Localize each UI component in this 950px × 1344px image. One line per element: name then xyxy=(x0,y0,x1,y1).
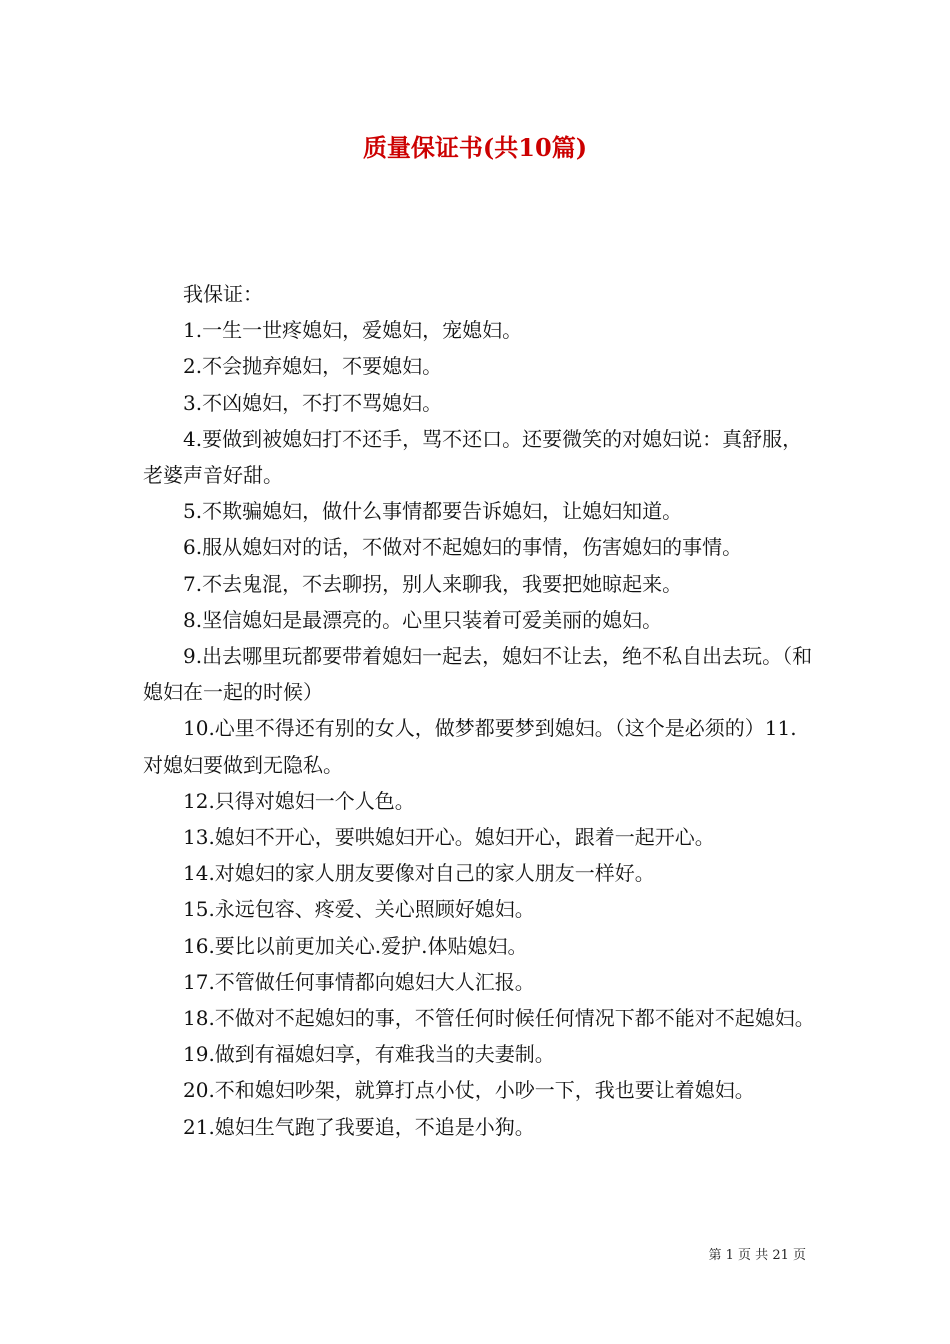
paragraph: 17.不管做任何事情都向媳妇大人汇报。 xyxy=(183,969,535,994)
paragraph: 14.对媳妇的家人朋友要像对自己的家人朋友一样好。 xyxy=(183,861,655,886)
paragraph: 1.一生一世疼媳妇，爱媳妇，宠媳妇。 xyxy=(183,318,523,343)
paragraph: 6.服从媳妇对的话，不做对不起媳妇的事情，伤害媳妇的事情。 xyxy=(183,535,743,560)
paragraph: 18.不做对不起媳妇的事，不管任何时候任何情况下都不能对不起媳妇。 xyxy=(183,1006,815,1031)
paragraph: 3.不凶媳妇，不打不骂媳妇。 xyxy=(183,390,443,415)
paragraph: 5.不欺骗媳妇，做什么事情都要告诉媳妇，让媳妇知道。 xyxy=(183,499,683,524)
paragraph: 9.出去哪里玩都要带着媳妇一起去，媳妇不让去，绝不私自出去玩。（和媳妇在一起的时候） xyxy=(143,644,813,705)
document-body xyxy=(143,276,815,1145)
paragraph: 4.要做到被媳妇打不还手，骂不还口。还要微笑的对媳妇说：真舒服，老婆声音好甜。 xyxy=(143,426,803,488)
paragraph: 15.永远包容、疼爱、关心照顾好媳妇。 xyxy=(183,897,535,922)
paragraph: 21.媳妇生气跑了我要追，不追是小狗。 xyxy=(183,1114,535,1139)
paragraph: 13.媳妇不开心，要哄媳妇开心。媳妇开心，跟着一起开心。 xyxy=(183,825,715,850)
paragraph: 19.做到有福媳妇享，有难我当的夫妻制。 xyxy=(183,1042,555,1067)
page-footer: 第 1 页 共 21 页 xyxy=(708,1248,806,1263)
paragraph: 7.不去鬼混，不去聊拐，别人来聊我，我要把她晾起来。 xyxy=(183,571,683,596)
paragraph: 16.要比以前更加关心.爱护.体贴媳妇。 xyxy=(183,933,528,958)
paragraph: 10.心里不得还有别的女人，做梦都要梦到媳妇。（这个是必须的）11.对媳妇要做到无隐私。 xyxy=(143,716,797,777)
paragraph: 2.不会抛弃媳妇，不要媳妇。 xyxy=(183,354,443,379)
paragraph: 我保证： xyxy=(183,282,263,306)
page-title: 质量保证书(共10篇) xyxy=(362,133,588,162)
paragraph: 12.只得对媳妇一个人色。 xyxy=(183,788,415,813)
paragraph: 20.不和媳妇吵架，就算打点小仗，小吵一下，我也要让着媳妇。 xyxy=(183,1078,755,1103)
paragraph: 8.坚信媳妇是最漂亮的。心里只装着可爱美丽的媳妇。 xyxy=(183,607,663,632)
